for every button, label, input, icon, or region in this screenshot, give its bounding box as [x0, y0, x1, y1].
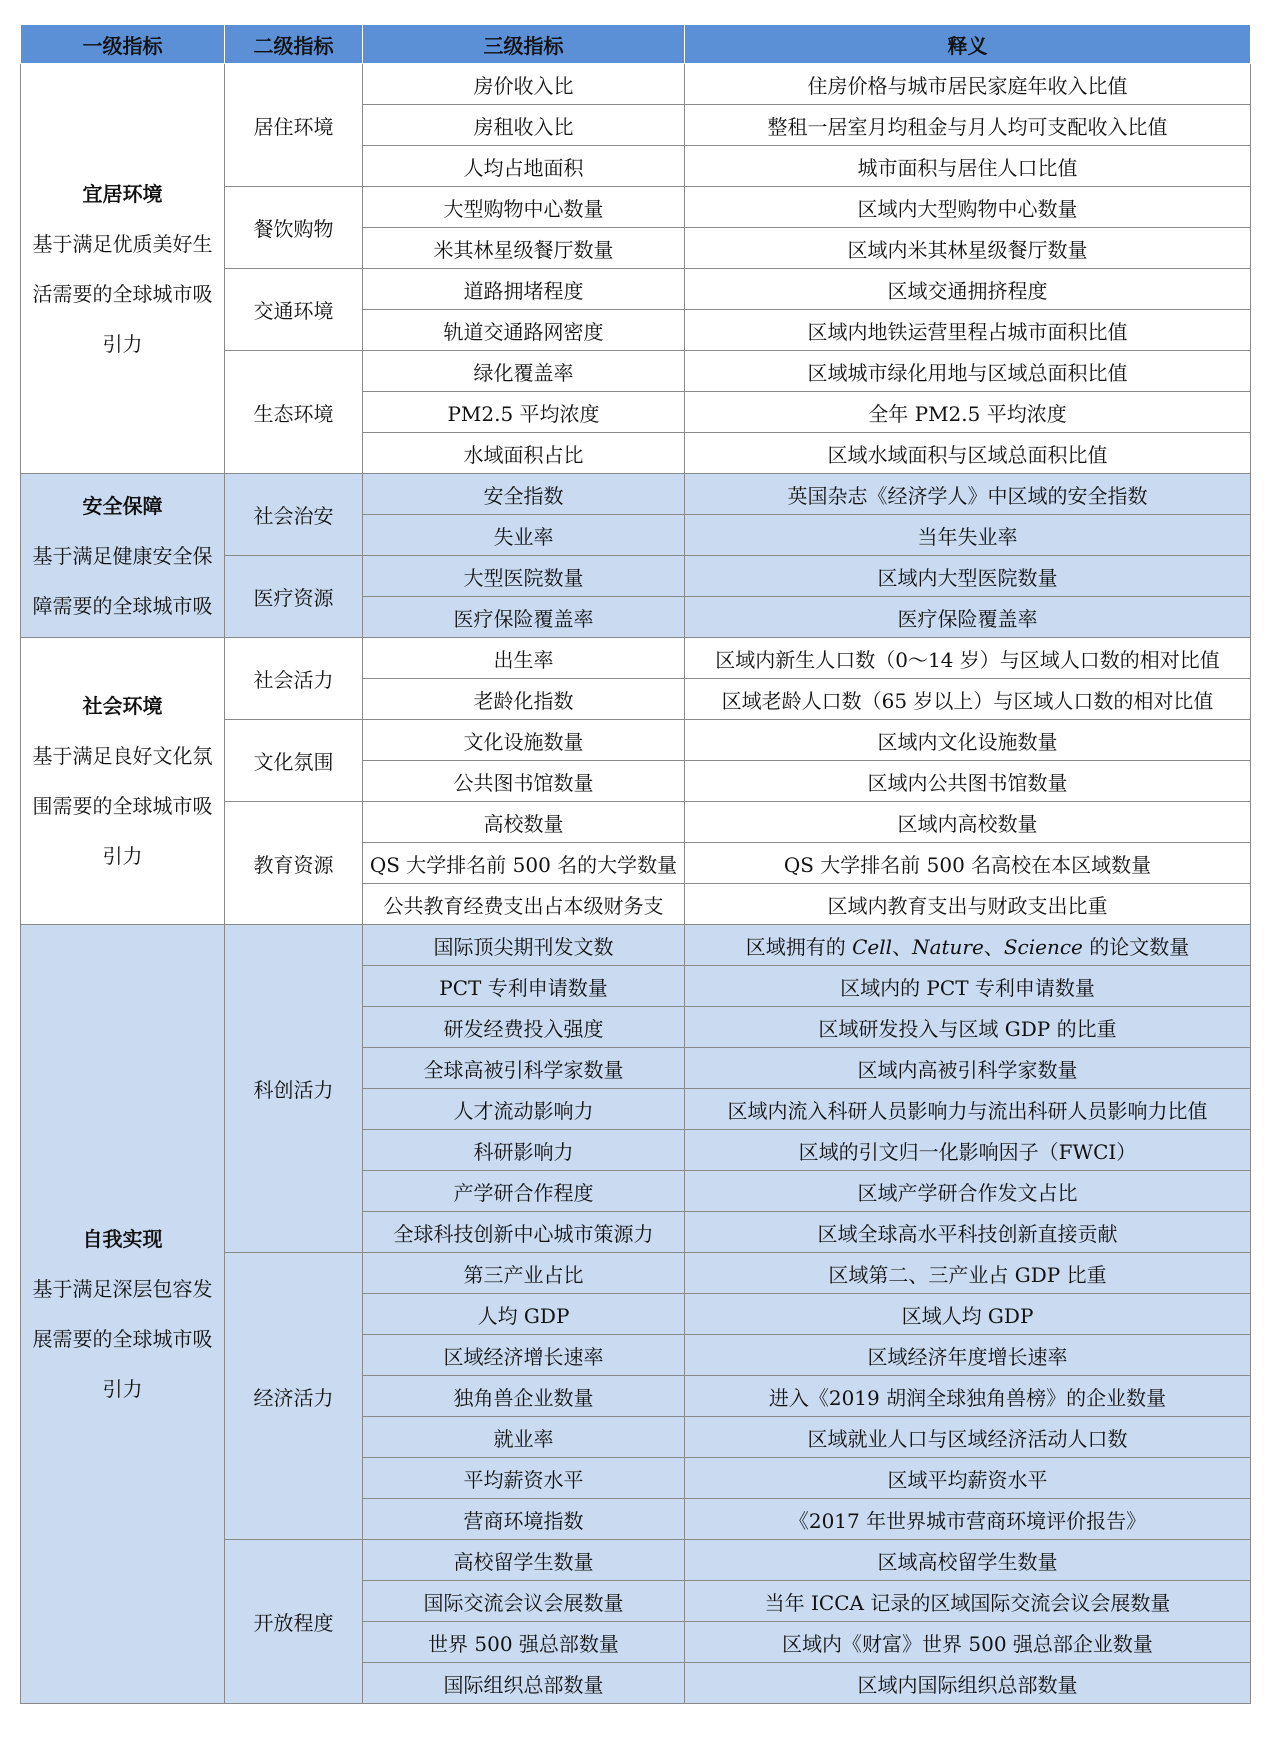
level3-cell: 文化设施数量: [363, 720, 685, 761]
group-1: [21, 64, 1251, 474]
level1-cell: [21, 64, 225, 474]
level1-cell: [21, 638, 225, 925]
definition-cell: 区域内新生人口数（0～14 岁）与区域人口数的相对比值: [685, 638, 1251, 679]
level3-cell: 水域面积占比: [363, 433, 685, 474]
definition-cell: 区域内米其林星级餐厅数量: [685, 228, 1251, 269]
level1-name: 安全保障: [82, 493, 163, 518]
table-row: [21, 64, 1251, 105]
header-level2: 二级指标: [225, 25, 363, 64]
level1-name: 社会环境: [82, 694, 163, 718]
definition-cell: 区域内《财富》世界 500 强总部企业数量: [685, 1622, 1251, 1663]
level1-cell: [21, 474, 225, 638]
level3-cell: 米其林星级餐厅数量: [363, 228, 685, 269]
definition-cell: 区域内地铁运营里程占城市面积比值: [685, 310, 1251, 351]
level1-description-line: 障需要的全球城市吸: [32, 593, 213, 618]
header-definition: 释义: [685, 25, 1251, 64]
level3-cell: 公共图书馆数量: [363, 761, 685, 802]
level1-description-line: 围需要的全球城市吸: [32, 794, 213, 818]
definition-fragment: 、: [983, 934, 1004, 959]
level1-description-line: 引力: [102, 1377, 143, 1401]
level2-cell: 科创活力: [225, 925, 363, 1253]
definition-fragment: 区域拥有的: [745, 934, 853, 959]
level2-cell: 文化氛围: [225, 720, 363, 802]
definition-cell: 区域全球高水平科技创新直接贡献: [685, 1212, 1251, 1253]
definition-cell: 整租一居室月均租金与月人均可支配收入比值: [685, 105, 1251, 146]
definition-cell: 医疗保险覆盖率: [685, 597, 1251, 638]
level3-cell: 就业率: [363, 1417, 685, 1458]
definition-cell: 《2017 年世界城市营商环境评价报告》: [685, 1499, 1251, 1540]
level3-cell: 绿化覆盖率: [363, 351, 685, 392]
level1-cell: [21, 925, 225, 1704]
level3-cell: 区域经济增长速率: [363, 1335, 685, 1376]
table-row: [21, 638, 1251, 679]
level2-cell: 交通环境: [225, 269, 363, 351]
level3-cell: 研发经费投入强度: [363, 1007, 685, 1048]
definition-cell: 区域水域面积与区域总面积比值: [685, 433, 1251, 474]
level1-name: 自我实现: [82, 1227, 163, 1251]
group-3: [21, 638, 1251, 925]
table-row: [21, 474, 1251, 515]
group-4: [21, 925, 1251, 1704]
group-2: [21, 474, 1251, 638]
definition-cell: 英国杂志《经济学人》中区域的安全指数: [685, 474, 1251, 515]
indicator-table-container: [20, 24, 1250, 1704]
level2-cell: 经济活力: [225, 1253, 363, 1540]
definition-fragment: Science: [1003, 934, 1083, 959]
definition-cell: 区域内大型购物中心数量: [685, 187, 1251, 228]
definition-fragment: Nature: [912, 934, 984, 959]
level3-cell: PM2.5 平均浓度: [363, 392, 685, 433]
level3-cell: 营商环境指数: [363, 1499, 685, 1540]
level3-cell: 高校留学生数量: [363, 1540, 685, 1581]
level3-cell: QS 大学排名前 500 名的大学数量: [363, 843, 685, 884]
level3-cell: 产学研合作程度: [363, 1171, 685, 1212]
definition-cell: 区域产学研合作发文占比: [685, 1171, 1251, 1212]
definition-cell: 区域内大型医院数量: [685, 556, 1251, 597]
header-level1: 一级指标: [21, 25, 225, 64]
definition-cell: 区域内公共图书馆数量: [685, 761, 1251, 802]
level3-cell: 独角兽企业数量: [363, 1376, 685, 1417]
indicator-table: [20, 24, 1251, 1704]
level3-cell: 科研影响力: [363, 1130, 685, 1171]
definition-cell: 当年失业率: [685, 515, 1251, 556]
level3-cell: 人均 GDP: [363, 1294, 685, 1335]
definition-cell: QS 大学排名前 500 名高校在本区域数量: [685, 843, 1251, 884]
level1-description-line: 引力: [102, 331, 143, 356]
level1-description-line: 基于满足健康安全保: [32, 543, 213, 568]
table-row: [21, 925, 1251, 966]
level3-cell: 国际交流会议会展数量: [363, 1581, 685, 1622]
definition-cell: 区域人均 GDP: [685, 1294, 1251, 1335]
definition-cell: 全年 PM2.5 平均浓度: [685, 392, 1251, 433]
level3-cell: 国际顶尖期刊发文数: [363, 925, 685, 966]
definition-cell: 区域内流入科研人员影响力与流出科研人员影响力比值: [685, 1089, 1251, 1130]
level1-description-line: 基于满足良好文化氛: [32, 744, 213, 768]
level2-cell: 社会活力: [225, 638, 363, 720]
level3-cell: 房租收入比: [363, 105, 685, 146]
definition-cell: 区域内高校数量: [685, 802, 1251, 843]
table-header: [21, 25, 1251, 64]
level3-cell: 人均占地面积: [363, 146, 685, 187]
level3-cell: 全球高被引科学家数量: [363, 1048, 685, 1089]
definition-cell: 区域研发投入与区域 GDP 的比重: [685, 1007, 1251, 1048]
level3-cell: 公共教育经费支出占本级财务支: [363, 884, 685, 925]
level3-cell: 房价收入比: [363, 64, 685, 105]
definition-cell: 城市面积与居住人口比值: [685, 146, 1251, 187]
level3-cell: 大型购物中心数量: [363, 187, 685, 228]
definition-cell: 区域内的 PCT 专利申请数量: [685, 966, 1251, 1007]
definition-fragment: 、: [892, 934, 913, 959]
level2-cell: 社会治安: [225, 474, 363, 556]
level1-description-line: 引力: [102, 844, 143, 868]
level3-cell: 道路拥堵程度: [363, 269, 685, 310]
definition-cell: 区域经济年度增长速率: [685, 1335, 1251, 1376]
header-row: [21, 25, 1251, 64]
definition-cell: 区域平均薪资水平: [685, 1458, 1251, 1499]
level2-cell: 生态环境: [225, 351, 363, 474]
level3-cell: 人才流动影响力: [363, 1089, 685, 1130]
definition-cell: 当年 ICCA 记录的区域国际交流会议会展数量: [685, 1581, 1251, 1622]
definition-cell: 区域第二、三产业占 GDP 比重: [685, 1253, 1251, 1294]
level3-cell: 世界 500 强总部数量: [363, 1622, 685, 1663]
definition-cell: 区域内教育支出与财政支出比重: [685, 884, 1251, 925]
level3-cell: 国际组织总部数量: [363, 1663, 685, 1704]
level2-cell: 开放程度: [225, 1540, 363, 1704]
level3-cell: 出生率: [363, 638, 685, 679]
level3-cell: 失业率: [363, 515, 685, 556]
level1-description-line: 基于满足优质美好生: [32, 231, 213, 256]
definition-cell: 区域交通拥挤程度: [685, 269, 1251, 310]
definition-cell: 区域内文化设施数量: [685, 720, 1251, 761]
definition-cell: 进入《2019 胡润全球独角兽榜》的企业数量: [685, 1376, 1251, 1417]
definition-cell: 区域城市绿化用地与区域总面积比值: [685, 351, 1251, 392]
definition-cell: [685, 925, 1251, 966]
definition-cell: 区域老龄人口数（65 岁以上）与区域人口数的相对比值: [685, 679, 1251, 720]
level2-cell: 教育资源: [225, 802, 363, 925]
definition-fragment: Cell: [852, 934, 893, 959]
level3-cell: 大型医院数量: [363, 556, 685, 597]
level1-description-line: 展需要的全球城市吸: [32, 1327, 213, 1351]
definition-cell: 区域内国际组织总部数量: [685, 1663, 1251, 1704]
level1-description-line: 活需要的全球城市吸: [32, 281, 213, 306]
level3-cell: 医疗保险覆盖率: [363, 597, 685, 638]
level1-name: 宜居环境: [82, 181, 163, 206]
level3-cell: 第三产业占比: [363, 1253, 685, 1294]
level3-cell: 老龄化指数: [363, 679, 685, 720]
definition-cell: 区域内高被引科学家数量: [685, 1048, 1251, 1089]
header-level3: 三级指标: [363, 25, 685, 64]
level3-cell: 平均薪资水平: [363, 1458, 685, 1499]
level3-cell: 安全指数: [363, 474, 685, 515]
definition-cell: 住房价格与城市居民家庭年收入比值: [685, 64, 1251, 105]
level1-description-line: 基于满足深层包容发: [32, 1277, 213, 1301]
level2-cell: 医疗资源: [225, 556, 363, 638]
level2-cell: 居住环境: [225, 64, 363, 187]
level3-cell: 轨道交通路网密度: [363, 310, 685, 351]
level2-cell: 餐饮购物: [225, 187, 363, 269]
definition-cell: 区域高校留学生数量: [685, 1540, 1251, 1581]
definition-fragment: 的论文数量: [1082, 934, 1190, 959]
level3-cell: 高校数量: [363, 802, 685, 843]
level3-cell: 全球科技创新中心城市策源力: [363, 1212, 685, 1253]
definition-cell: 区域就业人口与区域经济活动人口数: [685, 1417, 1251, 1458]
level3-cell: PCT 专利申请数量: [363, 966, 685, 1007]
definition-cell: 区域的引文归一化影响因子（FWCI）: [685, 1130, 1251, 1171]
